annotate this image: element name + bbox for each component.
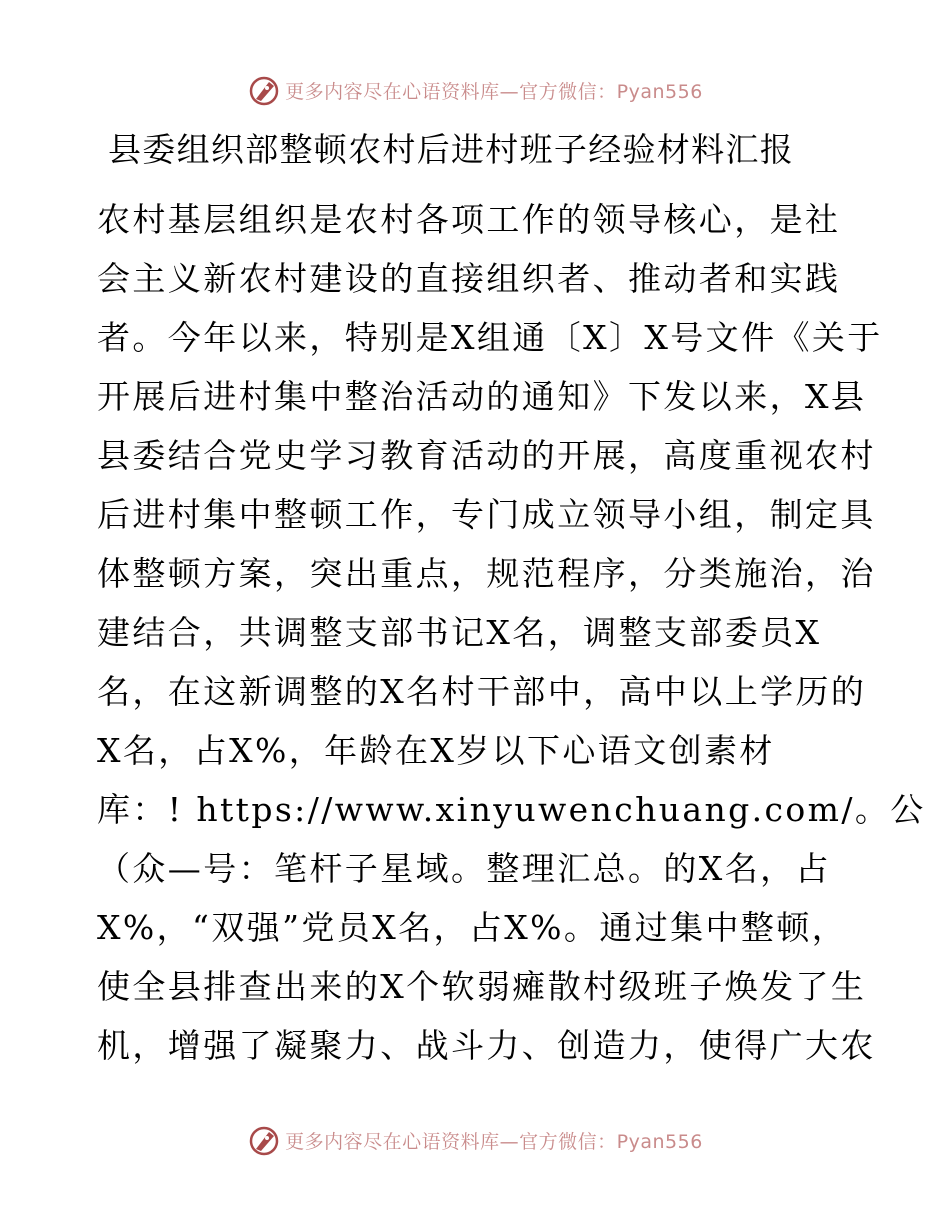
body-line: 机，增强了凝聚力、战斗力、创造力，使得广大农 [97,1026,876,1065]
footer-watermark [0,1120,950,1160]
watermark-text: 更多内容尽在心语资料库—官方微信：Pyan556 [285,80,703,103]
body-line: 库：! https://www.xinyuwenchuang.com/。公 [97,790,926,829]
pen-nib-logo-icon [247,1123,281,1157]
body-line: 建结合，共调整支部书记X名，调整支部委员X [97,613,822,652]
body-line: （众—号：笔杆子星域。整理汇总。的X名，占 [97,849,831,888]
body-line: 体整顿方案，突出重点，规范程序，分类施治，治 [97,554,876,593]
document-body [97,190,926,1075]
pen-nib-logo-icon [247,73,281,107]
document-title: 县委组织部整顿农村后进村班子经验材料汇报 [108,130,794,169]
watermark-text: 更多内容尽在心语资料库—官方微信：Pyan556 [285,1130,703,1153]
body-line: X%，“双强”党员X名，占X%。通过集中整顿， [97,908,848,947]
header-watermark [0,70,950,110]
body-line: 名，在这新调整的X名村干部中，高中以上学历的 [97,672,867,711]
body-line: 使全县排查出来的X个软弱瘫散村级班子焕发了生 [97,967,867,1006]
body-line: 县委结合党史学习教育活动的开展，高度重视农村 [97,436,876,475]
body-line: 后进村集中整顿工作，专门成立领导小组，制定具 [97,495,876,534]
body-line: 开展后进村集中整治活动的通知》下发以来，X县 [97,377,867,416]
body-line: 农村基层组织是农村各项工作的领导核心，是社 [97,200,841,239]
body-line: 会主义新农村建设的直接组织者、推动者和实践 [97,259,841,298]
body-line: 者。今年以来，特别是X组通〔X〕X号文件《关于 [97,318,883,357]
body-line: X名，占X%，年龄在X岁以下心语文创素材 [97,731,775,770]
